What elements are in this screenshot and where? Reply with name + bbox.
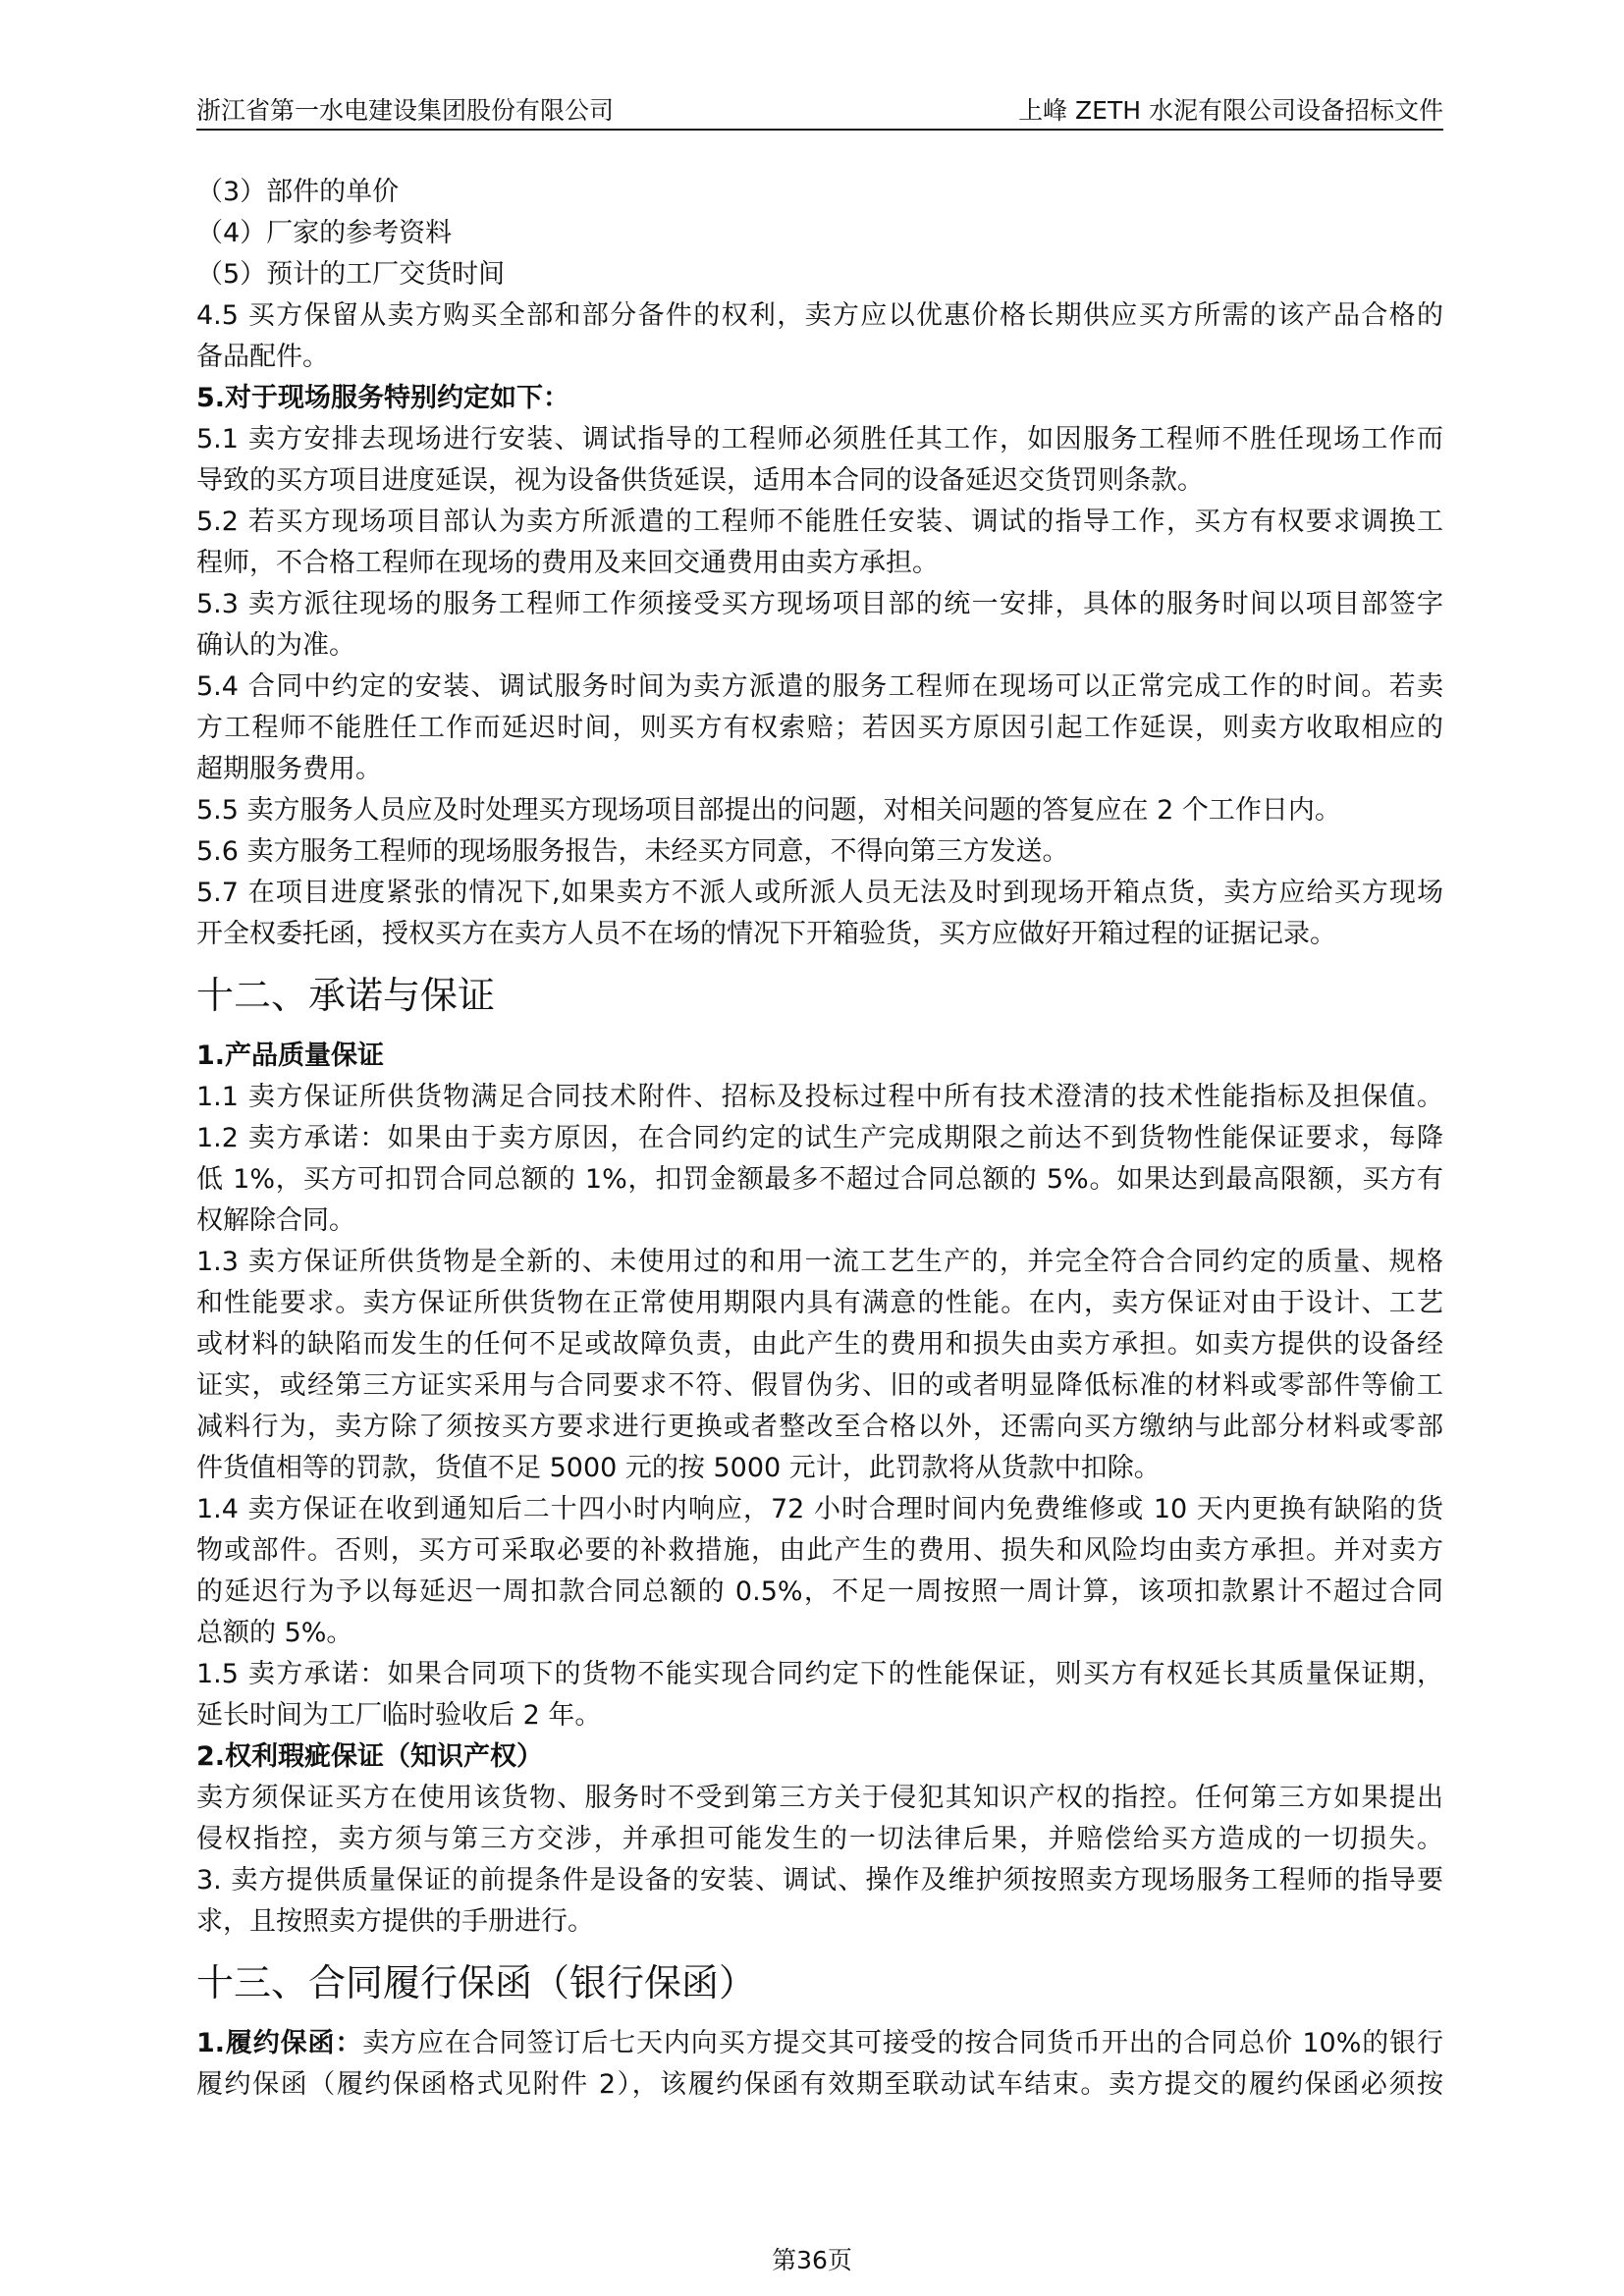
clause-1-3-line: 件货值相等的罚款，货值不足 5000 元的按 5000 元计，此罚款将从货款中扣除。	[196, 1453, 1161, 1483]
performance-bond-line: 履约保函（履约保函格式见附件 2），该履约保函有效期至联动试车结束。卖方提交的履约保函必须按	[196, 2069, 1443, 2100]
clause-4-5-line: 备品配件。	[196, 342, 329, 372]
clause-5-3-line: 5.3 卖方派往现场的服务工程师工作须接受买方现场项目部的统一安排，具体的服务时间以项目部签字	[196, 589, 1443, 619]
performance-bond-line	[196, 2023, 1443, 2064]
clause-1-3-line: 证实，或经第三方证实采用与合同要求不符、假冒伪劣、旧的或者明显降低标准的材料或零部件等偷工	[196, 1370, 1443, 1401]
header-rule	[196, 129, 1443, 131]
clause-4-5-line: 4.5 买方保留从卖方购买全部和部分备件的权利，卖方应以优惠价格长期供应买方所需的该产品合格的	[196, 300, 1443, 331]
header-document-title: 上峰 ZETH 水泥有限公司设备招标文件	[1018, 96, 1443, 125]
list-item: （5）预计的工厂交货时间	[196, 259, 506, 290]
section-heading: 十二、承诺与保证	[196, 974, 496, 1017]
document-body	[196, 172, 1443, 2106]
page-header	[196, 94, 1443, 128]
clause-1-4-line: 的延迟行为予以每延迟一周扣款合同总额的 0.5%，不足一周按照一周计算，该项扣款累计不超过合同	[196, 1576, 1443, 1607]
clause-1-1-line: 1.1 卖方保证所供货物满足合同技术附件、招标及投标过程中所有技术澄清的技术性能指标及担保值。	[196, 1082, 1443, 1112]
clause-5-2-line: 程师，不合格工程师在现场的费用及来回交通费用由卖方承担。	[196, 548, 939, 578]
clause-5-7-line: 开全权委托函，授权买方在卖方人员不在场的情况下开箱验货，买方应做好开箱过程的证据记录。	[196, 919, 1336, 949]
clause-1-4-line: 物或部件。否则，买方可采取必要的补救措施，由此产生的费用、损失和风险均由卖方承担。并对卖方	[196, 1535, 1443, 1566]
subsection-title: 1.产品质量保证	[196, 1041, 385, 1071]
list-item: （4）厂家的参考资料	[196, 218, 453, 248]
clause-1-3-line: 减料行为，卖方除了须按买方要求进行更换或者整改至合格以外，还需向买方缴纳与此部分材料或零部	[196, 1412, 1443, 1442]
performance-bond-text: 卖方应在合同签订后七天内向买方提交其可接受的按合同货币开出的合同总价 10%的银行	[362, 2028, 1443, 2058]
section-heading: 十三、合同履行保函（银行保函）	[196, 1961, 757, 2004]
clause-5-4-line: 5.4 合同中约定的安装、调试服务时间为卖方派遣的服务工程师在现场可以正常完成工作的时间。若卖	[196, 671, 1443, 702]
clause-1-4-line: 1.4 卖方保证在收到通知后二十四小时内响应，72 小时合理时间内免费维修或 10 天内更换有缺陷的货	[196, 1494, 1443, 1524]
clause-1-3-line: 和性能要求。卖方保证所供货物在正常使用期限内具有满意的性能。在内，卖方保证对由于设计、工艺	[196, 1288, 1443, 1318]
precondition-line: 3. 卖方提供质量保证的前提条件是设备的安装、调试、操作及维护须按照卖方现场服务工程师的指导要	[196, 1865, 1443, 1896]
ip-paragraph-line: 卖方须保证买方在使用该货物、服务时不受到第三方关于侵犯其知识产权的指控。任何第三方如果提出	[196, 1783, 1443, 1813]
clause-5-6-line: 5.6 卖方服务工程师的现场服务报告，未经买方同意，不得向第三方发送。	[196, 836, 1069, 867]
header-company: 浙江省第一水电建设集团股份有限公司	[196, 96, 615, 125]
clause-5-1-line: 5.1 卖方安排去现场进行安装、调试指导的工程师必须胜任其工作，如因服务工程师不胜任现场工作而	[196, 424, 1443, 454]
subsection-title: 2.权利瑕疵保证（知识产权）	[196, 1741, 544, 1772]
list-item: （3）部件的单价	[196, 177, 400, 207]
clause-5-2-line: 5.2 若买方现场项目部认为卖方所派遣的工程师不能胜任安装、调试的指导工作，买方有权要求调换工	[196, 507, 1443, 537]
clause-5-4-line: 超期服务费用。	[196, 754, 382, 784]
clause-5-7-line: 5.7 在项目进度紧张的情况下,如果卖方不派人或所派人员无法及时到现场开箱点货，卖方应给买方现场	[196, 878, 1443, 908]
clause-1-3-line: 或材料的缺陷而发生的任何不足或故障负责，由此产生的费用和损失由卖方承担。如卖方提供的设备经	[196, 1329, 1443, 1360]
clause-1-5-line: 延长时间为工厂临时验收后 2 年。	[196, 1700, 602, 1731]
ip-paragraph-line: 侵权指控，卖方须与第三方交涉，并承担可能发生的一切法律后果，并赔偿给买方造成的一切损失。	[196, 1824, 1443, 1854]
clause-5-5-line: 5.5 卖方服务人员应及时处理买方现场项目部提出的问题，对相关问题的答复应在 2 个工作日内。	[196, 795, 1341, 826]
precondition-line: 求，且按照卖方提供的手册进行。	[196, 1906, 594, 1937]
clause-1-3-line: 1.3 卖方保证所供货物是全新的、未使用过的和用一流工艺生产的，并完全符合合同约定的质量、规格	[196, 1247, 1443, 1277]
clause-1-2-line: 权解除合同。	[196, 1205, 355, 1236]
performance-bond-label: 1.履约保函：	[196, 2028, 363, 2058]
clause-1-5-line: 1.5 卖方承诺：如果合同项下的货物不能实现合同约定下的性能保证，则买方有权延长其质量保证期，	[196, 1659, 1443, 1689]
clause-1-4-line: 总额的 5%。	[196, 1618, 353, 1648]
clause-5-1-line: 导致的买方项目进度延误，视为设备供货延误，适用本合同的设备延迟交货罚则条款。	[196, 465, 1204, 496]
clause-5-4-line: 方工程师不能胜任工作而延迟时间，则买方有权索赔；若因买方原因引起工作延误，则卖方收取相应的	[196, 713, 1443, 743]
clause-1-2-line: 低 1%，买方可扣罚合同总额的 1%，扣罚金额最多不超过合同总额的 5%。如果达到最高限额，买方有	[196, 1164, 1443, 1195]
subsection-title: 5.对于现场服务特别约定如下：	[196, 383, 570, 413]
clause-1-2-line: 1.2 卖方承诺：如果由于卖方原因，在合同约定的试生产完成期限之前达不到货物性能保证要求，每降	[196, 1123, 1443, 1153]
page-number: 第36页	[772, 2246, 852, 2274]
clause-5-3-line: 确认的为准。	[196, 630, 355, 661]
